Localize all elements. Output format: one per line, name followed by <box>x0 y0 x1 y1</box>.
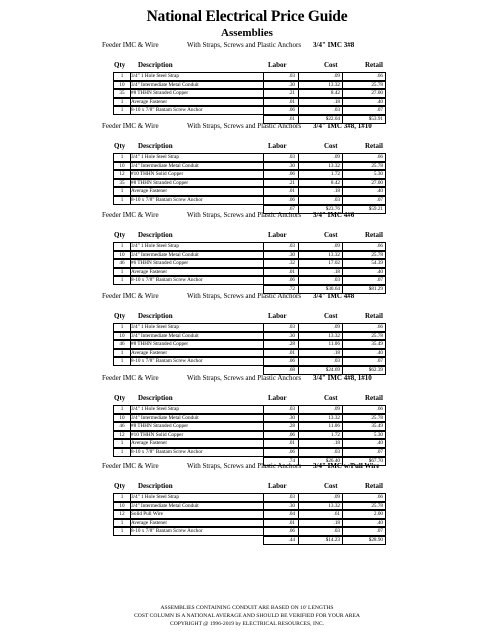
header-qty: Qty <box>114 312 126 320</box>
table-row <box>0 268 494 277</box>
table-row <box>0 510 494 519</box>
row-description: 3/4" Intermediate Metal Conduit <box>131 414 199 421</box>
header-labor: Labor <box>268 482 287 490</box>
row-cost: 8.42 <box>330 179 340 186</box>
row-description: 8-10 x 7/8" Bantam Screw Anchor <box>131 107 203 114</box>
row-cost: .18 <box>333 98 340 105</box>
assembly-section <box>0 211 494 294</box>
table-row <box>0 162 494 171</box>
table-row <box>0 323 494 332</box>
header-labor: Labor <box>268 61 287 69</box>
row-description: 3/4" Intermediate Metal Conduit <box>131 332 199 339</box>
header-qty: Qty <box>114 482 126 490</box>
row-description: Average Fastener <box>131 349 168 356</box>
header-labor: Labor <box>268 312 287 320</box>
row-retail: .66 <box>376 73 383 79</box>
row-description: 3/4" 1 Hole Steel Strap <box>131 406 179 412</box>
row-description: #8 THHN Stranded Copper <box>131 179 189 186</box>
row-cost: .09 <box>333 494 340 500</box>
row-description: Average Fastener <box>131 268 168 275</box>
table-row <box>0 414 494 423</box>
row-qty: 1 <box>120 528 124 535</box>
row-cost: .03 <box>333 448 340 455</box>
row-cost: .09 <box>333 154 340 160</box>
row-cost: 8.42 <box>330 90 340 97</box>
header-cost: Cost <box>324 312 338 320</box>
section-name: 3/4" IMC w/Pull Wire <box>313 462 380 470</box>
row-labor: .01 <box>288 188 295 195</box>
table-row <box>0 98 494 107</box>
table-row <box>0 493 494 502</box>
row-retail: 54.39 <box>371 260 383 267</box>
total-retail: $67.70 <box>368 457 383 464</box>
row-labor: .30 <box>288 251 295 258</box>
row-description: 8-10 x 7/8" Bantam Screw Anchor <box>131 448 203 455</box>
row-description: #8 THHN Stranded Copper <box>131 90 189 97</box>
row-labor: .30 <box>288 414 295 421</box>
row-labor: .01 <box>288 440 295 447</box>
row-labor: .06 <box>288 171 295 178</box>
row-labor: .06 <box>288 358 295 365</box>
assembly-section <box>0 292 494 375</box>
table-row <box>0 276 494 285</box>
header-description: Description <box>138 394 173 402</box>
table-row <box>0 170 494 179</box>
table-row <box>0 89 494 98</box>
section-description: With Straps, Screws and Plastic Anchors <box>187 374 302 382</box>
row-description: Average Fastener <box>131 98 168 105</box>
header-description: Description <box>138 61 173 69</box>
row-description: 3/4" 1 Hole Steel Strap <box>131 243 179 249</box>
table-row <box>0 340 494 349</box>
row-qty: 1 <box>120 406 124 412</box>
total-labor: .67 <box>288 205 295 212</box>
section-name: 3/4" IMC 3#8 <box>313 41 355 49</box>
row-retail: 5.30 <box>373 171 383 178</box>
row-retail: 25.78 <box>371 162 383 169</box>
row-labor: .30 <box>288 332 295 339</box>
row-labor: .21 <box>288 179 295 186</box>
row-retail: .07 <box>376 107 383 114</box>
row-labor: .06 <box>288 277 295 284</box>
row-cost: 13.32 <box>328 251 340 258</box>
item-rows <box>0 493 494 545</box>
section-category: Feeder IMC & Wire <box>102 292 159 300</box>
row-qty: 1 <box>120 107 124 114</box>
table-row <box>0 502 494 511</box>
row-description: #6 THHN Stranded Copper <box>131 260 189 267</box>
page-subtitle: Assemblies <box>221 27 273 39</box>
total-cost: $14.23 <box>325 536 340 543</box>
row-description: Solid Pull Wire <box>131 511 163 518</box>
row-labor: .01 <box>288 98 295 105</box>
row-cost: 13.32 <box>328 332 340 339</box>
row-description: 8-10 x 7/8" Bantam Screw Anchor <box>131 196 203 203</box>
section-category: Feeder IMC & Wire <box>102 122 159 130</box>
row-description: 3/4" Intermediate Metal Conduit <box>131 251 199 258</box>
row-cost: 13.32 <box>328 81 340 88</box>
row-labor: .06 <box>288 196 295 203</box>
row-description: 3/4" 1 Hole Steel Strap <box>131 494 179 500</box>
row-qty: 1 <box>120 494 124 500</box>
table-row <box>0 439 494 448</box>
row-description: #8 THHN Stranded Copper <box>131 423 189 430</box>
item-rows <box>0 242 494 294</box>
row-cost: 1.72 <box>330 171 340 178</box>
row-qty: 1 <box>120 448 124 455</box>
row-qty: 1 <box>120 519 124 526</box>
row-retail: .07 <box>376 528 383 535</box>
row-labor: .06 <box>288 448 295 455</box>
section-description: With Straps, Screws and Plastic Anchors <box>187 211 302 219</box>
row-qty: 1 <box>120 154 124 160</box>
row-qty: 1 <box>120 349 124 356</box>
row-labor: .30 <box>288 162 295 169</box>
row-description: #10 THHN Solid Copper <box>131 431 184 438</box>
row-labor: .01 <box>288 268 295 275</box>
row-qty: 12 <box>119 511 125 518</box>
header-retail: Retail <box>365 312 383 320</box>
row-cost: .18 <box>333 349 340 356</box>
table-row <box>0 81 494 90</box>
column-headers <box>0 312 494 323</box>
row-retail: 25.78 <box>371 502 383 509</box>
row-description: 3/4" Intermediate Metal Conduit <box>131 162 199 169</box>
row-description: Average Fastener <box>131 188 168 195</box>
row-qty: 1 <box>120 440 124 447</box>
header-retail: Retail <box>365 142 383 150</box>
row-retail: 35.49 <box>371 341 383 348</box>
row-cost: 13.32 <box>328 414 340 421</box>
total-cost: $30.64 <box>325 285 340 292</box>
header-description: Description <box>138 231 173 239</box>
row-retail: 25.78 <box>371 251 383 258</box>
header-qty: Qty <box>114 394 126 402</box>
total-retail: $53.91 <box>368 115 383 122</box>
section-name: 3/4" IMC 4#8, 1#10 <box>313 374 372 382</box>
table-row <box>0 349 494 358</box>
row-cost: 11.06 <box>328 341 340 348</box>
row-qty: 35 <box>119 90 125 97</box>
row-cost: .09 <box>333 324 340 330</box>
row-cost: .18 <box>333 440 340 447</box>
row-description: 8-10 x 7/8" Bantam Screw Anchor <box>131 528 203 535</box>
row-qty: 1 <box>120 196 124 203</box>
table-row <box>0 332 494 341</box>
assembly-section <box>0 41 494 124</box>
assembly-section <box>0 462 494 545</box>
column-headers <box>0 482 494 493</box>
column-headers <box>0 231 494 242</box>
total-cost: $22.04 <box>325 115 340 122</box>
row-cost: .09 <box>333 73 340 79</box>
section-category: Feeder IMC & Wire <box>102 211 159 219</box>
table-row <box>0 179 494 188</box>
row-cost: .09 <box>333 406 340 412</box>
row-qty: 10 <box>119 162 125 169</box>
header-cost: Cost <box>324 231 338 239</box>
row-retail: .40 <box>376 519 383 526</box>
footer-line: ASSEMBLIES CONTAINING CONDUIT ARE BASED ON 10' LENGTHS <box>160 605 334 611</box>
section-name: 3/4" IMC 3#8, 1#10 <box>313 122 372 130</box>
header-retail: Retail <box>365 61 383 69</box>
header-cost: Cost <box>324 482 338 490</box>
row-labor: .06 <box>288 431 295 438</box>
row-cost: 13.32 <box>328 502 340 509</box>
section-description: With Straps, Screws and Plastic Anchors <box>187 292 302 300</box>
row-qty: 10 <box>119 332 125 339</box>
row-description: #10 THHN Solid Copper <box>131 171 184 178</box>
row-cost: .03 <box>333 277 340 284</box>
row-cost: .18 <box>333 188 340 195</box>
row-labor: .03 <box>288 494 295 500</box>
row-retail: .66 <box>376 154 383 160</box>
row-retail: .40 <box>376 268 383 275</box>
row-labor: .21 <box>288 90 295 97</box>
total-labor: .74 <box>288 457 295 464</box>
table-row <box>0 106 494 115</box>
row-cost: .18 <box>333 519 340 526</box>
row-qty: 1 <box>120 358 124 365</box>
row-labor: .03 <box>288 154 295 160</box>
footer-line: COST COLUMN IS A NATIONAL AVERAGE AND SHOULD BE VERIFIED FOR YOUR AREA <box>134 613 360 619</box>
row-retail: .40 <box>376 188 383 195</box>
row-description: 3/4" Intermediate Metal Conduit <box>131 81 199 88</box>
row-labor: .03 <box>288 324 295 330</box>
row-labor: .04 <box>288 511 295 518</box>
row-labor: .06 <box>288 107 295 114</box>
total-labor: .72 <box>288 285 295 292</box>
row-qty: 1 <box>120 268 124 275</box>
row-qty: 10 <box>119 81 125 88</box>
header-cost: Cost <box>324 394 338 402</box>
row-retail: .66 <box>376 324 383 330</box>
row-retail: 25.78 <box>371 414 383 421</box>
header-description: Description <box>138 312 173 320</box>
row-cost: .03 <box>333 528 340 535</box>
row-description: 3/4" Intermediate Metal Conduit <box>131 502 199 509</box>
header-cost: Cost <box>324 61 338 69</box>
row-labor: .32 <box>288 260 295 267</box>
header-retail: Retail <box>365 394 383 402</box>
row-retail: 2.00 <box>373 511 383 518</box>
total-labor: .68 <box>288 366 295 373</box>
item-rows <box>0 153 494 214</box>
row-qty: 12 <box>119 431 125 438</box>
item-rows <box>0 323 494 375</box>
section-category: Feeder IMC & Wire <box>102 374 159 382</box>
row-labor: .28 <box>288 341 295 348</box>
row-labor: .01 <box>288 349 295 356</box>
total-cost: $24.69 <box>325 366 340 373</box>
row-retail: 5.30 <box>373 431 383 438</box>
section-category: Feeder IMC & Wire <box>102 462 159 470</box>
row-labor: .03 <box>288 406 295 412</box>
row-labor: .03 <box>288 73 295 79</box>
header-retail: Retail <box>365 231 383 239</box>
header-retail: Retail <box>365 482 383 490</box>
row-labor: .30 <box>288 502 295 509</box>
table-row <box>0 251 494 260</box>
header-description: Description <box>138 142 173 150</box>
row-qty: 1 <box>120 277 124 284</box>
row-qty: 1 <box>120 324 124 330</box>
total-retail: $81.29 <box>368 285 383 292</box>
total-retail: $62.39 <box>368 366 383 373</box>
row-retail: 25.78 <box>371 81 383 88</box>
header-qty: Qty <box>114 61 126 69</box>
row-qty: 35 <box>119 179 125 186</box>
row-qty: 10 <box>119 502 125 509</box>
row-qty: 1 <box>120 188 124 195</box>
section-name: 3/4" IMC 4#6 <box>313 211 355 219</box>
row-cost: .03 <box>333 107 340 114</box>
row-cost: 11.06 <box>328 423 340 430</box>
table-row <box>0 187 494 196</box>
row-cost: .09 <box>333 243 340 249</box>
table-row <box>0 242 494 251</box>
column-headers <box>0 394 494 405</box>
total-cost: $23.76 <box>325 205 340 212</box>
footer-line: COPYRIGHT @ 1996-2019 by ELECTRICAL RESOURCES, INC. <box>169 621 324 627</box>
row-retail: .66 <box>376 494 383 500</box>
row-retail: .07 <box>376 277 383 284</box>
row-qty: 10 <box>119 251 125 258</box>
row-cost: 17.02 <box>328 260 340 267</box>
table-row <box>0 448 494 457</box>
row-description: 8-10 x 7/8" Bantam Screw Anchor <box>131 277 203 284</box>
column-headers <box>0 142 494 153</box>
table-row <box>0 357 494 366</box>
total-labor: .44 <box>288 536 295 543</box>
total-retail: $59.21 <box>368 205 383 212</box>
row-qty: 46 <box>119 423 125 430</box>
total-labor: .61 <box>288 115 295 122</box>
row-retail: 25.78 <box>371 332 383 339</box>
total-cost: $26.40 <box>325 457 340 464</box>
row-qty: 1 <box>120 98 124 105</box>
row-description: Average Fastener <box>131 519 168 526</box>
assembly-section <box>0 374 494 466</box>
row-retail: .40 <box>376 98 383 105</box>
table-row <box>0 431 494 440</box>
row-qty: 1 <box>120 243 124 249</box>
row-retail: .40 <box>376 349 383 356</box>
row-description: 8-10 x 7/8" Bantam Screw Anchor <box>131 358 203 365</box>
row-description: 3/4" 1 Hole Steel Strap <box>131 73 179 79</box>
row-cost: 1.72 <box>330 431 340 438</box>
row-retail: .66 <box>376 243 383 249</box>
table-row <box>0 153 494 162</box>
row-labor: .28 <box>288 423 295 430</box>
table-row <box>0 405 494 414</box>
header-qty: Qty <box>114 231 126 239</box>
header-labor: Labor <box>268 142 287 150</box>
header-qty: Qty <box>114 142 126 150</box>
footer-notes <box>0 604 494 628</box>
total-retail: $28.90 <box>368 536 383 543</box>
section-category: Feeder IMC & Wire <box>102 41 159 49</box>
row-qty: 1 <box>120 73 124 79</box>
section-name: 3/4" IMC 4#8 <box>313 292 355 300</box>
row-qty: 10 <box>119 414 125 421</box>
row-cost: .03 <box>333 358 340 365</box>
row-qty: 12 <box>119 171 125 178</box>
row-labor: .30 <box>288 81 295 88</box>
header-cost: Cost <box>324 142 338 150</box>
table-row <box>0 196 494 205</box>
item-rows <box>0 72 494 124</box>
section-description: With Straps, Screws and Plastic Anchors <box>187 122 302 130</box>
section-description: With Straps, Screws and Plastic Anchors <box>187 462 302 470</box>
row-description: #8 THHN Stranded Copper <box>131 341 189 348</box>
row-cost: .61 <box>333 511 340 518</box>
table-row <box>0 519 494 528</box>
row-qty: 46 <box>119 341 125 348</box>
section-description: With Straps, Screws and Plastic Anchors <box>187 41 302 49</box>
column-headers <box>0 61 494 72</box>
row-labor: .03 <box>288 243 295 249</box>
row-retail: .07 <box>376 358 383 365</box>
row-cost: 13.32 <box>328 162 340 169</box>
row-qty: 46 <box>119 260 125 267</box>
row-description: Average Fastener <box>131 440 168 447</box>
row-retail: .07 <box>376 196 383 203</box>
page-title: National Electrical Price Guide <box>146 8 348 25</box>
row-retail: .07 <box>376 448 383 455</box>
table-row <box>0 527 494 536</box>
table-row <box>0 422 494 431</box>
row-cost: .18 <box>333 268 340 275</box>
row-retail: .40 <box>376 440 383 447</box>
row-labor: .06 <box>288 528 295 535</box>
table-row <box>0 259 494 268</box>
header-labor: Labor <box>268 231 287 239</box>
row-retail: 35.49 <box>371 423 383 430</box>
assembly-section <box>0 122 494 214</box>
row-labor: .01 <box>288 519 295 526</box>
row-description: 3/4" 1 Hole Steel Strap <box>131 324 179 330</box>
header-labor: Labor <box>268 394 287 402</box>
item-rows <box>0 405 494 466</box>
row-description: 3/4" 1 Hole Steel Strap <box>131 154 179 160</box>
table-row <box>0 72 494 81</box>
row-retail: .66 <box>376 406 383 412</box>
row-cost: .03 <box>333 196 340 203</box>
header-description: Description <box>138 482 173 490</box>
row-retail: 27.00 <box>371 90 383 97</box>
row-retail: 27.00 <box>371 179 383 186</box>
totals-row <box>0 536 494 545</box>
